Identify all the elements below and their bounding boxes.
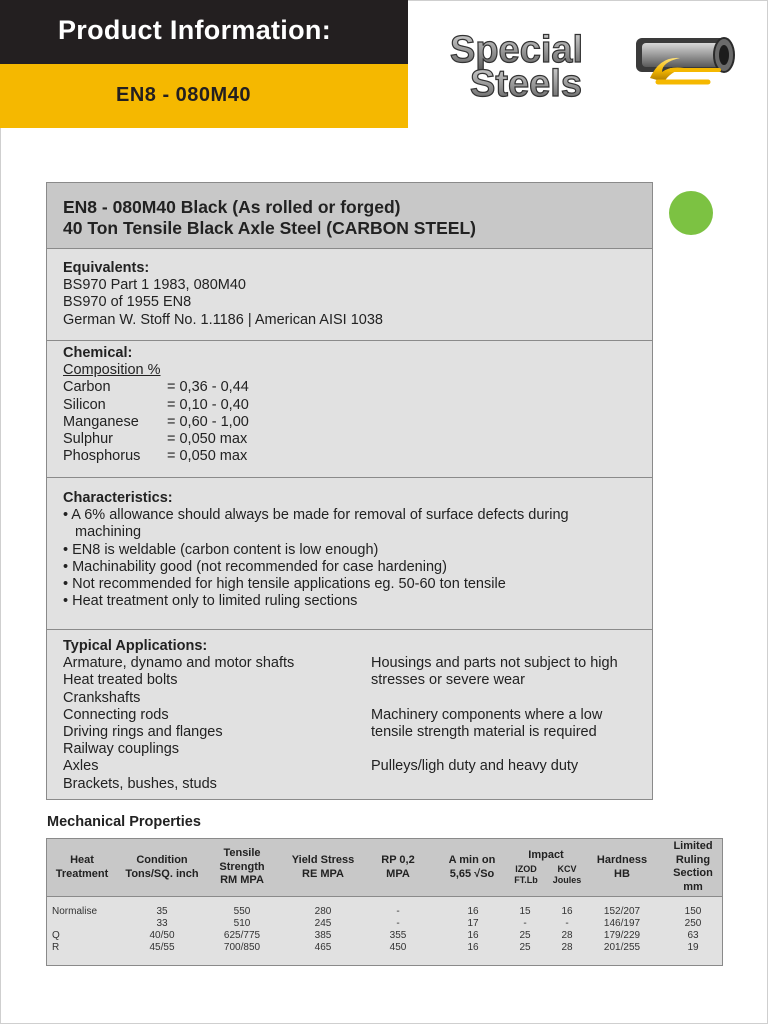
cell-heat: Q [52, 930, 60, 941]
logo-text-special: Special [450, 29, 584, 71]
cell-heat: Normalise [52, 906, 98, 917]
chemical-section [47, 341, 652, 478]
characteristic-item: • EN8 is weldable (carbon content is low enough) [63, 541, 379, 558]
chemical-row-silicon [63, 397, 636, 414]
cell-amin: 17 [467, 918, 479, 929]
cell-ruling: 63 [687, 930, 699, 941]
cell-izod: - [523, 918, 527, 929]
cell-rp: - [396, 906, 400, 917]
cell-ruling: 19 [687, 942, 699, 953]
col-header-kcv: KCV Joules [552, 864, 582, 885]
application-item: Heat treated bolts [63, 672, 178, 689]
cell-kcv: 28 [561, 930, 573, 941]
cell-heat: R [52, 942, 60, 953]
equivalents-heading: Equivalents: [63, 260, 150, 276]
element-name: Carbon [63, 379, 111, 396]
element-name: Manganese [63, 413, 139, 430]
cell-hardness: 152/207 [603, 906, 641, 917]
col-header-tensile: Tensile Strength RM MPA [219, 847, 265, 886]
chemical-heading: Chemical: [63, 345, 133, 361]
element-name: Silicon [63, 396, 106, 413]
cell-yield: 465 [314, 942, 332, 953]
spacer [371, 690, 618, 707]
cell-hardness: 201/255 [603, 942, 641, 953]
mechanical-heading: Mechanical Properties [47, 814, 201, 830]
cell-rp: - [396, 918, 400, 929]
characteristic-item: machining [75, 524, 142, 541]
col-header-impact: Impact [528, 849, 564, 861]
application-item: Crankshafts [63, 689, 141, 706]
element-value: = 0,36 - 0,44 [167, 379, 249, 396]
title-section [47, 183, 652, 249]
chemical-row-phosphorus [63, 448, 636, 465]
cell-rp: 355 [389, 930, 407, 941]
equivalents-line: BS970 of 1955 EN8 [63, 294, 192, 311]
composition-subheading: Composition % [63, 362, 161, 379]
element-value: = 0,050 max [167, 431, 248, 448]
equivalents-line: German W. Stoff No. 1.1186 | American AISI 1038 [63, 311, 383, 328]
cell-condition: 35 [156, 906, 168, 917]
table-row [47, 918, 722, 930]
cell-izod: 25 [519, 930, 531, 941]
mechanical-properties-table [46, 838, 723, 966]
element-value: = 0,10 - 0,40 [167, 396, 249, 413]
characteristic-item: • Not recommended for high tensile applications eg. 50-60 ton tensile [63, 576, 506, 593]
applications-columns [63, 655, 636, 793]
cell-rp: 450 [389, 942, 407, 953]
col-header-ruling: Limited Ruling Section mm [673, 840, 713, 893]
application-item: Driving rings and flanges [63, 724, 223, 741]
table-row [47, 930, 722, 942]
equivalents-line: BS970 Part 1 1983, 080M40 [63, 277, 246, 294]
cell-hardness: 146/197 [603, 918, 641, 929]
characteristic-item: • A 6% allowance should always be made for removal of surface defects during [63, 507, 569, 524]
characteristics-section [47, 478, 652, 630]
product-code: EN8 - 080M40 [116, 84, 251, 106]
cell-izod: 25 [519, 942, 531, 953]
element-name: Phosphorus [63, 448, 141, 465]
table-header [47, 839, 722, 897]
cell-amin: 16 [467, 942, 479, 953]
equivalents-section [47, 249, 652, 341]
cell-condition: 45/55 [149, 942, 175, 953]
product-info-box [46, 182, 653, 800]
application-item: Axles [63, 758, 99, 775]
col-header-izod: IZOD FT.Lb [514, 864, 538, 885]
cell-yield: 245 [314, 918, 332, 929]
cell-tensile: 625/775 [223, 930, 261, 941]
col-header-rp: RP 0,2 MPA [381, 854, 415, 880]
cell-kcv: 28 [561, 942, 573, 953]
cell-condition: 33 [156, 918, 168, 929]
characteristics-heading: Characteristics: [63, 490, 173, 506]
chemical-row-sulphur [63, 431, 636, 448]
col-header-amin: A min on 5,65 √So [448, 854, 496, 880]
application-item: Machinery components where a low [371, 706, 603, 723]
cell-izod: 15 [519, 906, 531, 917]
cell-amin: 16 [467, 906, 479, 917]
table-row [47, 906, 722, 918]
cell-tensile: 700/850 [223, 942, 261, 953]
application-item: Housings and parts not subject to high [371, 655, 618, 672]
logo-text-steels: Steels [470, 63, 582, 105]
cell-kcv: - [565, 918, 569, 929]
cell-ruling: 150 [684, 906, 702, 917]
col-header-hardness: Hardness HB [596, 854, 648, 880]
characteristic-item: • Machinability good (not recommended for case hardening) [63, 558, 447, 575]
cell-tensile: 510 [233, 918, 251, 929]
characteristic-item: • Heat treatment only to limited ruling sections [63, 593, 358, 610]
spacer [371, 741, 618, 758]
element-value: = 0,60 - 1,00 [167, 413, 249, 430]
application-item: Connecting rods [63, 706, 169, 723]
application-item: tensile strength material is required [371, 724, 597, 740]
cell-amin: 16 [467, 930, 479, 941]
application-item: stresses or severe wear [371, 672, 525, 689]
applications-heading: Typical Applications: [63, 638, 208, 654]
cell-ruling: 250 [684, 918, 702, 929]
status-dot [669, 191, 713, 235]
product-heading: EN8 - 080M40 Black (As rolled or forged) [63, 197, 401, 217]
element-name: Sulphur [63, 431, 113, 448]
page-title: Product Information: [58, 15, 331, 45]
application-item: Armature, dynamo and motor shafts [63, 655, 295, 672]
cell-yield: 385 [314, 930, 332, 941]
cell-condition: 40/50 [149, 930, 175, 941]
chemical-row-carbon [63, 379, 636, 396]
cell-kcv: 16 [561, 906, 573, 917]
col-header-condition: Condition Tons/SQ. inch [125, 854, 199, 880]
element-value: = 0,050 max [167, 448, 248, 465]
col-header-yield: Yield Stress RE MPA [291, 854, 355, 880]
applications-right-column [371, 655, 618, 793]
steel-tube-icon [636, 38, 734, 82]
product-subheading: 40 Ton Tensile Black Axle Steel (CARBON STEEL) [63, 218, 476, 238]
table-row [47, 942, 722, 954]
application-item: Railway couplings [63, 741, 180, 758]
application-item: Brackets, bushes, studs [63, 775, 217, 792]
cell-tensile: 550 [233, 906, 251, 917]
cell-hardness: 179/229 [603, 930, 641, 941]
cell-yield: 280 [314, 906, 332, 917]
application-item: Pulleys/ligh duty and heavy duty [371, 758, 579, 775]
special-steels-logo [446, 26, 746, 106]
col-header-heat: Heat Treatment [55, 854, 109, 880]
applications-left-column [63, 655, 371, 793]
applications-section [47, 630, 652, 798]
chemical-row-manganese [63, 414, 636, 431]
